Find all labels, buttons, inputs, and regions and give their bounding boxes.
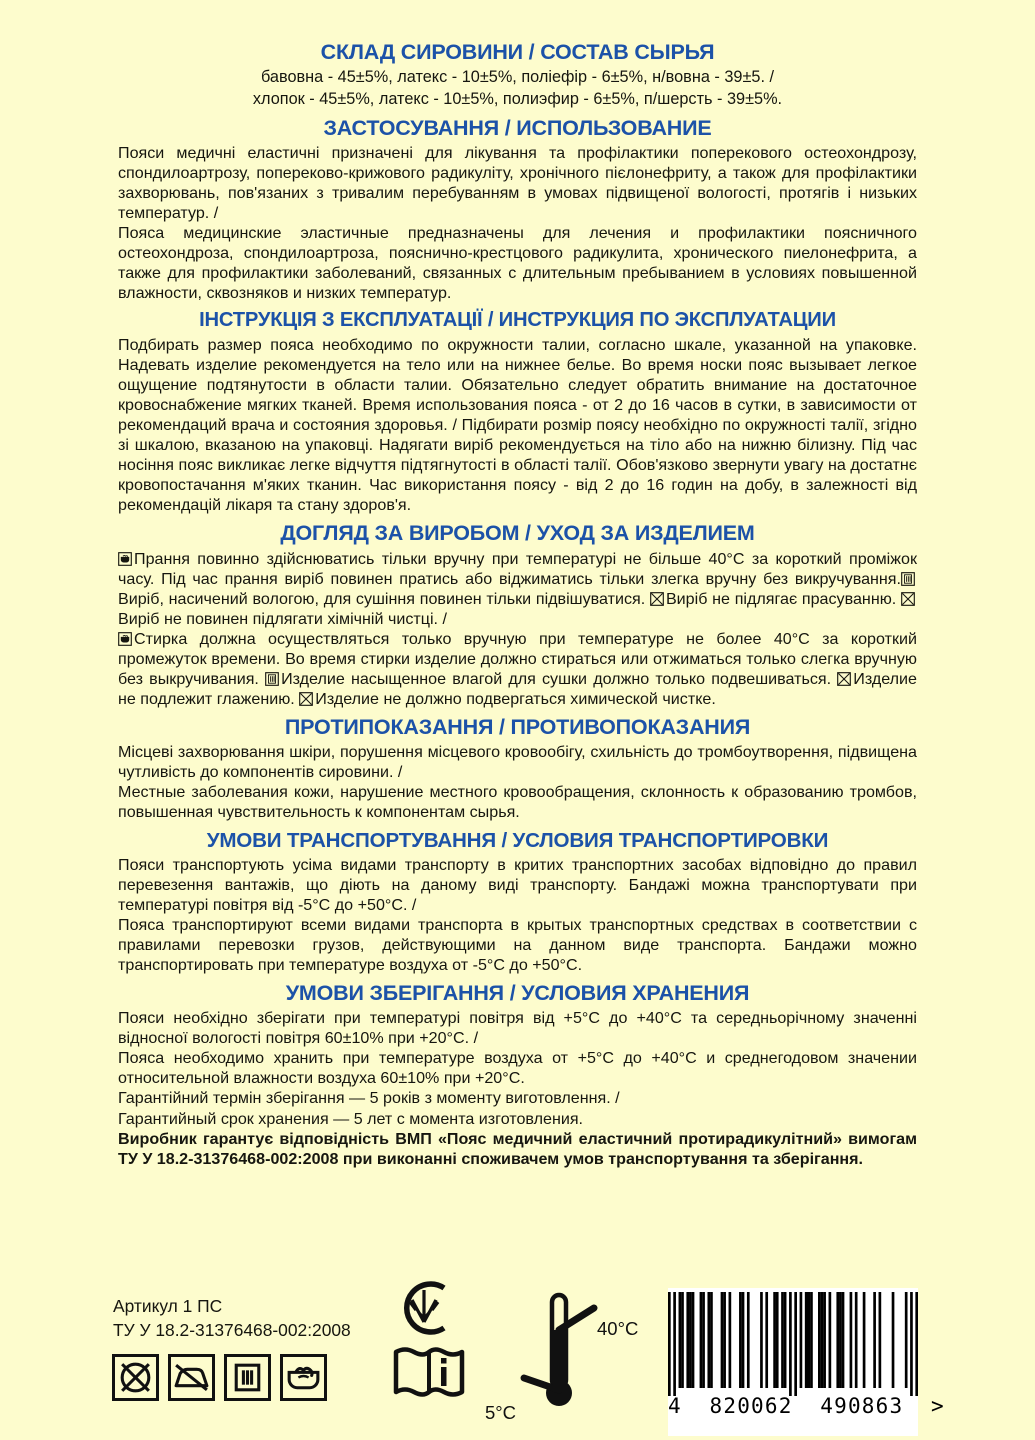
no-iron-icon [650, 592, 664, 606]
storage-warranty-ru: Гарантийный срок хранения — 5 лет с момента изготовления. [118, 1109, 584, 1128]
care-ua-part3: Виріб не підлягає прасуванню. [665, 589, 897, 608]
thermometer-icon [484, 1290, 604, 1420]
instructions-title: ІНСТРУКЦІЯ З ЕКСПЛУАТАЦІЇ / ИНСТРУКЦИЯ ПО ЭКСПЛУАТАЦИИ [199, 309, 836, 332]
care-ru-part3: Изделие не подлежит глажению. [118, 669, 917, 708]
transport-title: УМОВИ ТРАНСПОРТУВАННЯ / УСЛОВИЯ ТРАНСПОРТИРОВКИ [206, 828, 829, 852]
storage-text-ru: Пояса необходимо хранить при температуре воздуха от +5°С до +40°С и среднегодовом значении относительной влажности воздуха 60±10% при +20°С. [118, 1049, 917, 1088]
section-instructions [118, 309, 917, 515]
declaration-text: Виробник гарантує відповідність ВМП «Пояс медичний еластичний протирадикулітний» вимогам ТУ У 18.2-31376468-002:2008 при виконанні споживачем умов транспортування та зберігання. [118, 1129, 917, 1168]
barcode-digits: 4 820062 490863 > [668, 1394, 945, 1418]
contraindications-title: ПРОТИПОКАЗАННЯ / ПРОТИВОПОКАЗАНИЯ [284, 715, 751, 740]
storage-warranty-ua: Гарантійний термін зберігання — 5 років з моменту виготовлення. / [118, 1089, 620, 1108]
care-text-ua [118, 549, 917, 629]
thermometer-high-label: 40°C [597, 1318, 639, 1339]
no-dry-clean-icon [112, 1354, 159, 1401]
care-ua-part1: Прання повинно здійснюватись тільки вручну при температурі не більше 40°С за короткий проміжок часу. Під час прання виріб повинен пратись або віджиматись тільки злегка вручну без викручування. [118, 549, 917, 588]
no-dry-clean-icon [901, 592, 915, 606]
ukrainian-conformity-mark [392, 1278, 456, 1343]
care-ru-part2: Изделие насыщенное влагой для сушки должно только подвешиваться. [281, 669, 832, 688]
article-code [113, 1294, 351, 1342]
no-iron-icon [168, 1354, 215, 1401]
usage-text-ru: Пояса медицинские эластичные предназначены для лечения и профилактики поясничного остеохондроза, спондилоартроза, пояснично-крестцового радикулита, хронического пиелонефрита, а также для профилактики заболеваний, связанных с длительным пребыванием в условиях повышенной влажности, сквозняков и низких температур. [118, 224, 917, 303]
care-ru-part1: Стирка должна осуществляться только вручную при температуре не более 40°С за короткий промежуток времени. Во время стирки изделие должно стираться или отжиматься только слегка вручную без выкручивания. [118, 629, 917, 688]
composition-title: СКЛАД СИРОВИНИ / СОСТАВ СЫРЬЯ [320, 40, 715, 64]
hand-wash-icon [118, 552, 132, 566]
hand-wash-icon [280, 1354, 327, 1401]
no-dry-clean-icon [299, 692, 313, 706]
usage-text-ua: Пояси медичні еластичні призначені для лікування та профілактики поперекового остеохондрозу, спондилоартрозу, попереково-крижового радикуліту, хронічного пієлонефриту, а також для профілактики захворювань, пов'язаних з тривалим перебуванням в умовах підвищеної вологості, протягів і низьких температур. / [118, 144, 917, 223]
section-storage [118, 981, 917, 1129]
section-composition [118, 40, 917, 110]
transport-text-ru: Пояса транспортируют всеми видами транспорта в крытых транспортных средствах в соответствии с правилами перевозки грузов, действующими на данном виде транспорта. Бандажи можно транспортировать при температуре воздуха от -5°С до +50°С. [118, 915, 917, 974]
section-transport [118, 829, 917, 975]
care-ru-part4: Изделие не должно подвергаться химической чистке. [315, 690, 716, 708]
care-title: ДОГЛЯД ЗА ВИРОБОМ / УХОД ЗА ИЗДЕЛИЕМ [280, 521, 755, 546]
contraindications-text-ua: Місцеві захворювання шкіри, порушення місцевого кровообігу, схильність до тромбоутворення, підвищена чутливість до компонентів сировини. / [118, 743, 917, 782]
article-line-2: ТУ У 18.2-31376468-002:2008 [113, 1320, 351, 1341]
section-contraindications [118, 715, 917, 822]
hand-wash-icon [118, 632, 132, 646]
barcode [668, 1288, 945, 1436]
section-usage [118, 116, 917, 304]
contraindications-text-ru: Местные заболевания кожи, нарушение местного кровообращения, склонность к образованию тромбов, повышенная чувствительность к компонентам сырья. [118, 783, 917, 822]
instructions-text: Подбирать размер пояса необходимо по окружности талии, согласно шкале, указанной на упаковке. Надевать изделие рекомендуется на тело или на нижнее белье. Во время носки пояс вызывает легкое ощущение подтянутости в области талии. Обязательно следует обратить внимание на достаточное кровоснабжение мягких тканей. Время использования пояса - от 2 до 16 часов в сутки, в зависимости от рекомендаций врача и состояния здоровья. / Підбирати розмір поясу необхідно по окружності талії, згідно зі шкалою, вказаною на упаковці. Надягати виріб рекомендується на тіло або на нижню білизну. Під час носіння пояс викликає легке відчуття підтягнутості в області талії. Обов'язково звернути увагу на достатнє кровопостачання м'яких тканин. Час використання поясу - від 2 до 16 годин на добу, в залежності від рекомендацій лікаря та стану здоров'я. [118, 336, 917, 515]
composition-line-ru: хлопок - 45±5%, латекс - 10±5%, полиэфир - 6±5%, п/шерсть - 39±5%. [252, 89, 783, 108]
transport-text-ua: Пояси транспортують усіма видами транспорту в критих транспортних засобах відповідно до правил перевезення вантажів, що діють на даному виді транспорту. Бандажі можна транспортувати при температурі повітря від -5°С до +50°С. / [118, 855, 917, 914]
usage-title: ЗАСТОСУВАННЯ / ИСПОЛЬЗОВАНИЕ [323, 115, 712, 140]
storage-text-ua: Пояси необхідно зберігати при температурі повітря від +5°С до +40°С та середньорічному значенні відносної вологості повітря 60±10% при +20°С. / [118, 1009, 917, 1048]
no-iron-icon [837, 672, 851, 686]
section-declaration [118, 1129, 917, 1169]
care-ua-part2: Виріб, насичений вологою, для сушіння повинен тільки підвішуватися. [118, 589, 646, 608]
composition-line-ua: бавовна - 45±5%, латекс - 10±5%, поліефір - 6±5%, н/вовна - 39±5. / [260, 68, 775, 87]
drip-dry-icon [224, 1354, 271, 1401]
barcode-bars [668, 1288, 918, 1400]
care-ua-part4: Виріб не повинен підлягати хімічній чистці. / [118, 609, 447, 628]
section-care [118, 521, 917, 709]
care-symbols-row [112, 1354, 327, 1401]
drip-dry-icon [901, 572, 915, 586]
care-text-ru [118, 629, 917, 709]
storage-title: УМОВИ ЗБЕРІГАННЯ / УСЛОВИЯ ХРАНЕНИЯ [285, 981, 750, 1005]
read-instructions-icon [392, 1344, 466, 1405]
thermometer-low-label: 5°C [485, 1402, 517, 1423]
drip-dry-icon [265, 672, 279, 686]
article-line-1: Артикул 1 ПС [113, 1296, 223, 1316]
